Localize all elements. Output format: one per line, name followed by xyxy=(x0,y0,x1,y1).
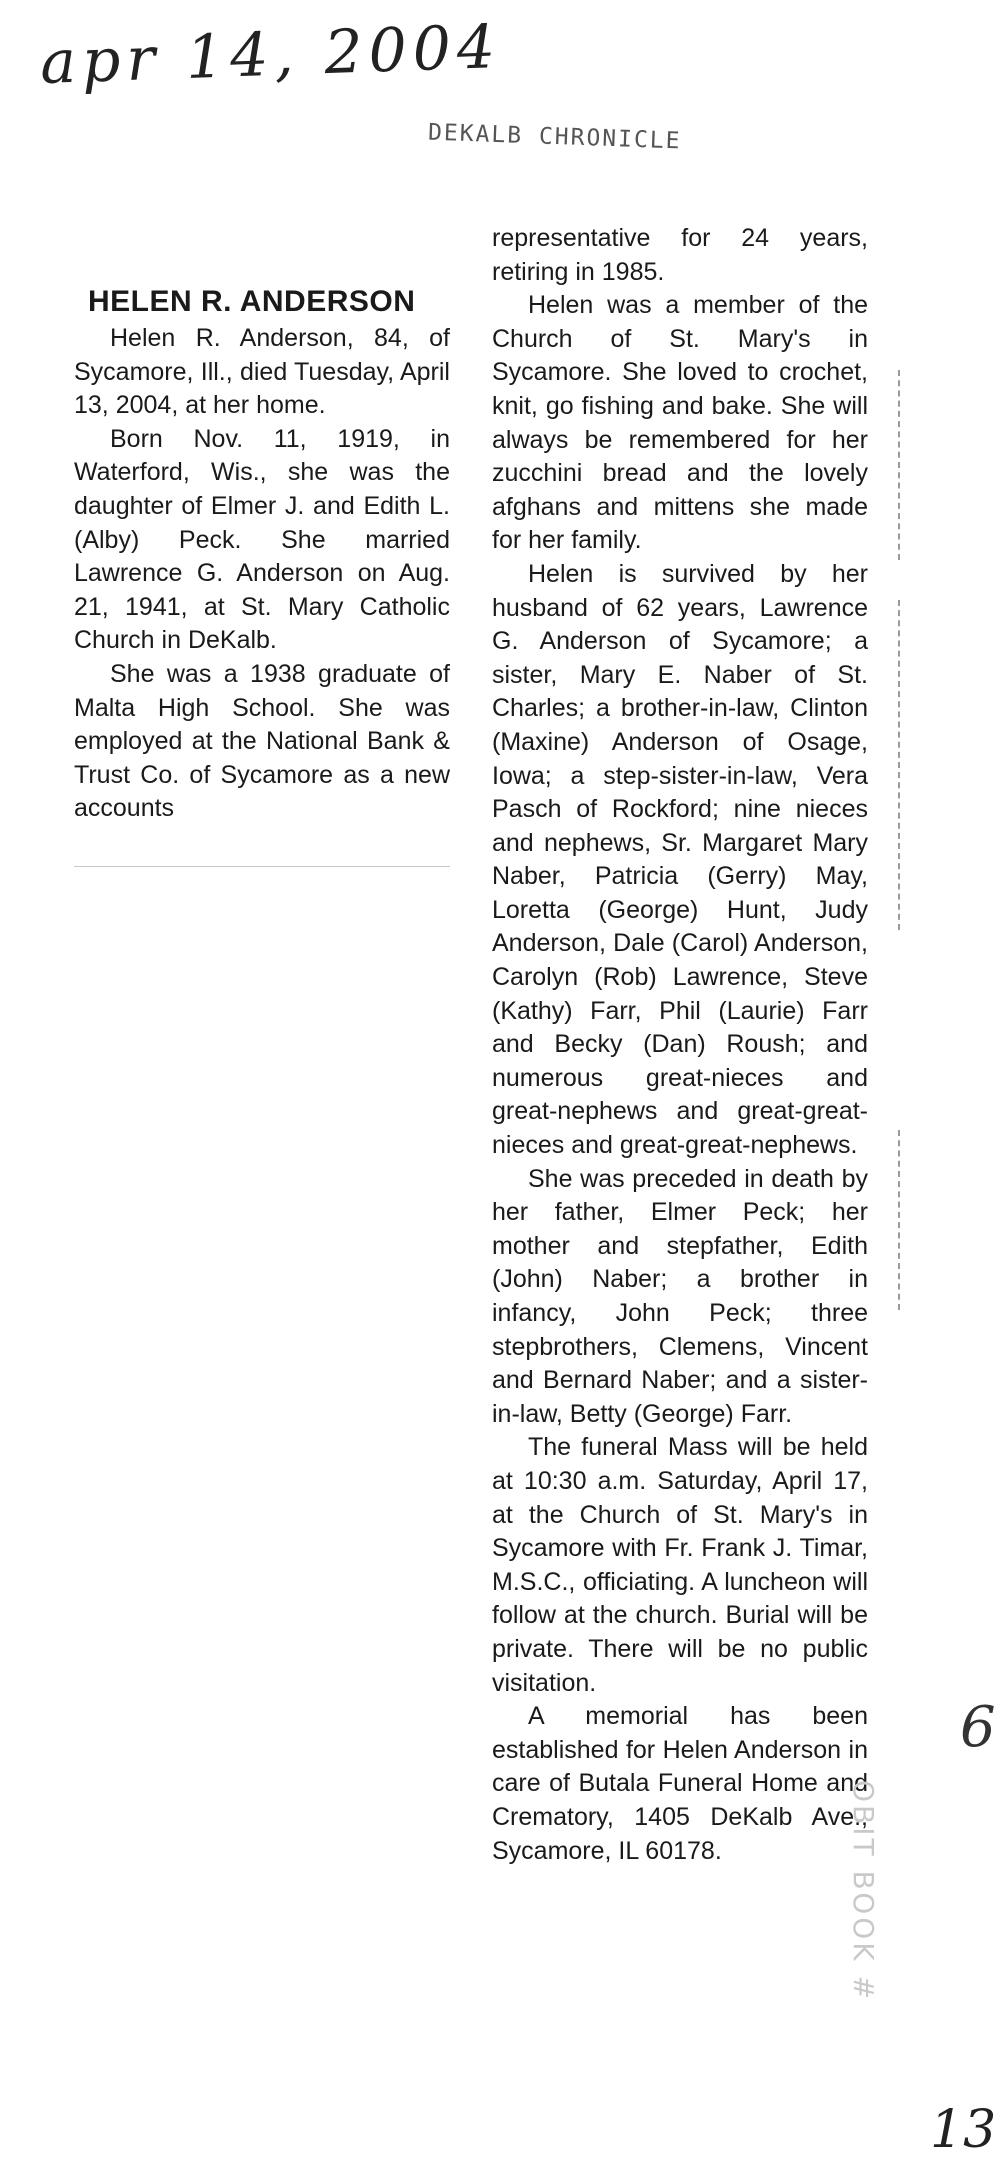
newspaper-source-stamp: DEKALB CHRONICLE xyxy=(427,119,682,155)
paragraph-memorial: A memorial has been established for Helen Anderson in care of Butala Funeral Home and Crematory, 1405 DeKalb Ave., Sycamore, IL 60178. xyxy=(492,1702,868,1865)
paragraph-death-notice: Helen R. Anderson, 84, of Sycamore, Ill., died Tuesday, April 13, 2004, at her home. xyxy=(74,324,450,420)
paragraph-education-employment: She was a 1938 graduate of Malta High School. She was employed at the National Bank & Trust Co. of Sycamore as a new accounts xyxy=(74,659,450,823)
paragraph-funeral-mass: The funeral Mass will be held at 10:30 a.m. Saturday, April 17, at the Church of St. Mary's in Sycamore with Fr. Frank J. Timar, M.S.C., officiating. A luncheon will follow at the church. Burial will be private. There will be no public visitation. xyxy=(492,1433,868,1697)
paragraph-birth-marriage: Born Nov. 11, 1919, in Waterford, Wis., she was the daughter of Elmer J. and Edith L. (Alby) Peck. She married Lawrence G. Anderson on Aug. 21, 1941, at St. Mary Catholic Church in DeKalb. xyxy=(74,424,450,655)
obituary-column-right xyxy=(492,222,868,1868)
paragraph-church-hobbies: Helen was a member of the Church of St. Mary's in Sycamore. She loved to crochet, knit, go fishing and bake. She will always be remembered for her zucchini bread and the lovely afghans and mittens she made for her family. xyxy=(492,291,868,555)
paragraph-employment-continued: representative for 24 years, retiring in 1985. xyxy=(492,224,868,286)
handwritten-page-number: 13 xyxy=(930,2100,996,2160)
obit-book-stamp: OBIT BOOK # xyxy=(847,1780,880,2003)
obituary-headline: HELEN R. ANDERSON xyxy=(88,285,416,318)
clipping-edge-dashes xyxy=(898,1130,900,1310)
handwritten-side-mark: 6 xyxy=(960,1695,996,1760)
clipping-edge-dashes xyxy=(898,600,900,930)
obituary-column-left xyxy=(74,284,450,826)
column-divider-rule xyxy=(74,866,450,867)
paragraph-preceded-in-death: She was preceded in death by her father, Elmer Peck; her mother and stepfather, Edith (John) Naber; a brother in infancy, John Peck; three stepbrothers, Clemens, Vincent and Bernard Naber; and a sister-in-law, Betty (George) Farr. xyxy=(492,1164,868,1428)
clipping-edge-dashes xyxy=(898,370,900,560)
paragraph-survivors: Helen is survived by her husband of 62 years, Lawrence G. Anderson of Sycamore; a sister, Mary E. Naber of St. Charles; a brother-in-law, Clinton (Maxine) Anderson of Osage, Iowa; a step-sister-in-law, Vera Pasch of Rockford; nine nieces and nephews, Sr. Margaret Mary Naber, Patricia (Gerry) May, Loretta (George) Hunt, Judy Anderson, Dale (Carol) Anderson, Carolyn (Rob) Lawrence, Steve (Kathy) Farr, Phil (Laurie) Farr and Becky (Dan) Roush; and numerous great-nieces and great-nephews and great-great-nieces and great-great-nephews. xyxy=(492,559,868,1160)
handwritten-date: apr 14, 2004 xyxy=(38,11,503,99)
